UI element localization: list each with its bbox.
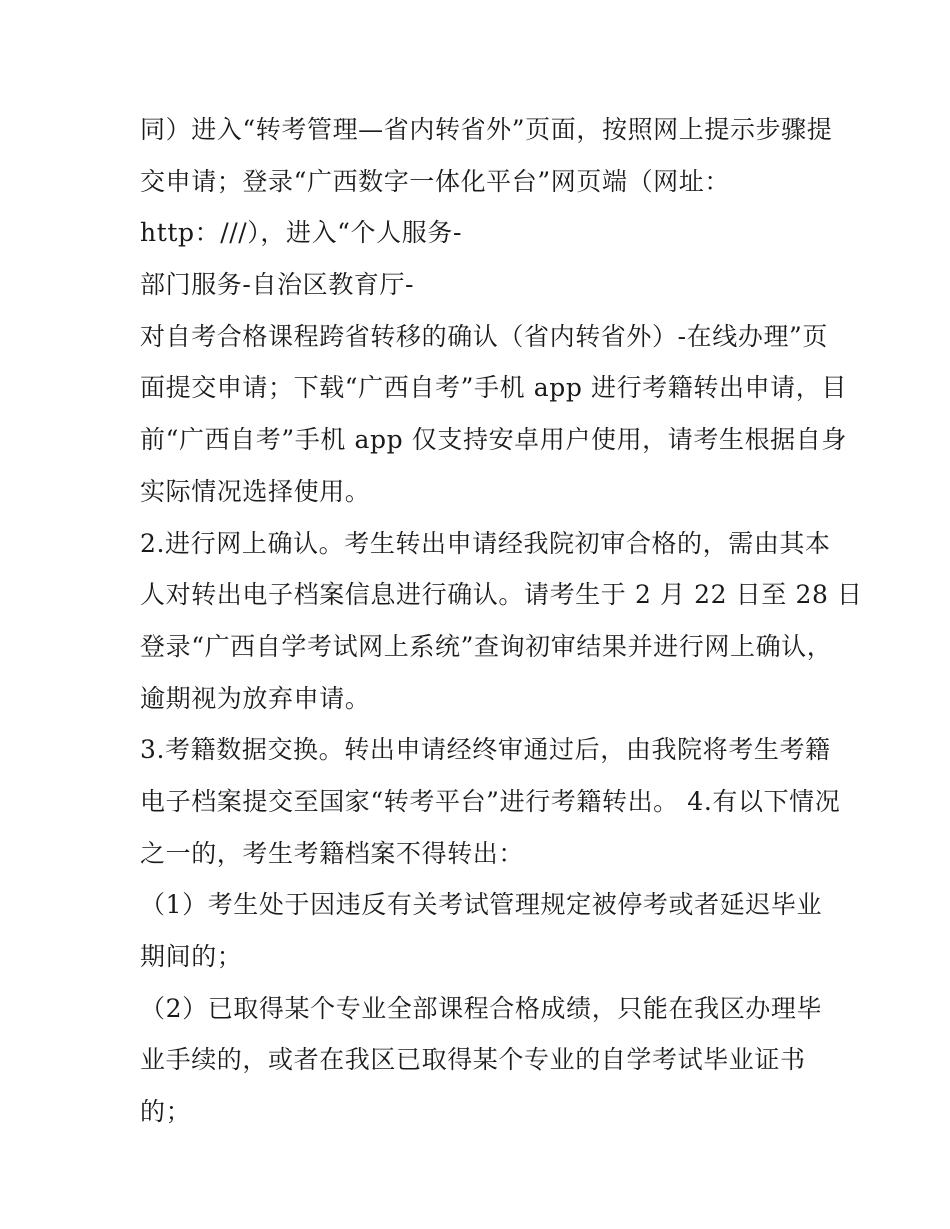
document-body	[140, 108, 863, 1142]
text-line-17: 期间的；	[140, 942, 243, 971]
text-line-12: 逾期视为放弃申请。	[140, 683, 371, 713]
text-line-20: 的；	[140, 1097, 192, 1127]
text-line-6: 面提交申请；下载“广西自考”手机 app 进行考籍转出申请，目	[140, 373, 847, 403]
text-line-16: （1）考生处于因违反有关考试管理规定被停考或者延迟毕业	[140, 890, 823, 920]
text-line-10: 人对转出电子档案信息进行确认。请考生于 2 月 22 日至 28 日	[140, 580, 863, 610]
text-line-15: 之一的，考生考籍档案不得转出：	[140, 838, 525, 868]
text-line-14: 电子档案提交至国家“转考平台”进行考籍转出。 4.有以下情况	[140, 786, 841, 816]
text-line-7: 前“广西自考”手机 app 仅支持安卓用户使用，请考生根据自身	[140, 425, 847, 455]
text-line-13: 3.考籍数据交换。转出申请经终审通过后，由我院将考生考籍	[140, 735, 831, 765]
text-line-4: 部门服务-自治区教育厅-	[140, 270, 415, 300]
text-line-9: 2.进行网上确认。考生转出申请经我院初审合格的，需由其本	[140, 528, 831, 558]
text-line-5: 对自考合格课程跨省转移的确认（省内转省外）-在线办理”页	[140, 321, 829, 351]
text-line-2: 交申请；登录“广西数字一体化平台”网页端（网址：	[140, 166, 730, 196]
text-line-1: 同）进入“转考管理—省内转省外”页面，按照网上提示步骤提	[140, 115, 833, 144]
text-line-11: 登录“广西自学考试网上系统”查询初审结果并进行网上确认，	[140, 631, 833, 661]
text-line-18: （2）已取得某个专业全部课程合格成绩，只能在我区办理毕	[140, 993, 823, 1023]
text-line-8: 实际情况选择使用。	[140, 476, 371, 506]
text-line-19: 业手续的，或者在我区已取得某个专业的自学考试毕业证书	[140, 1045, 806, 1075]
text-line-3: http：///），进入“个人服务-	[140, 218, 462, 248]
